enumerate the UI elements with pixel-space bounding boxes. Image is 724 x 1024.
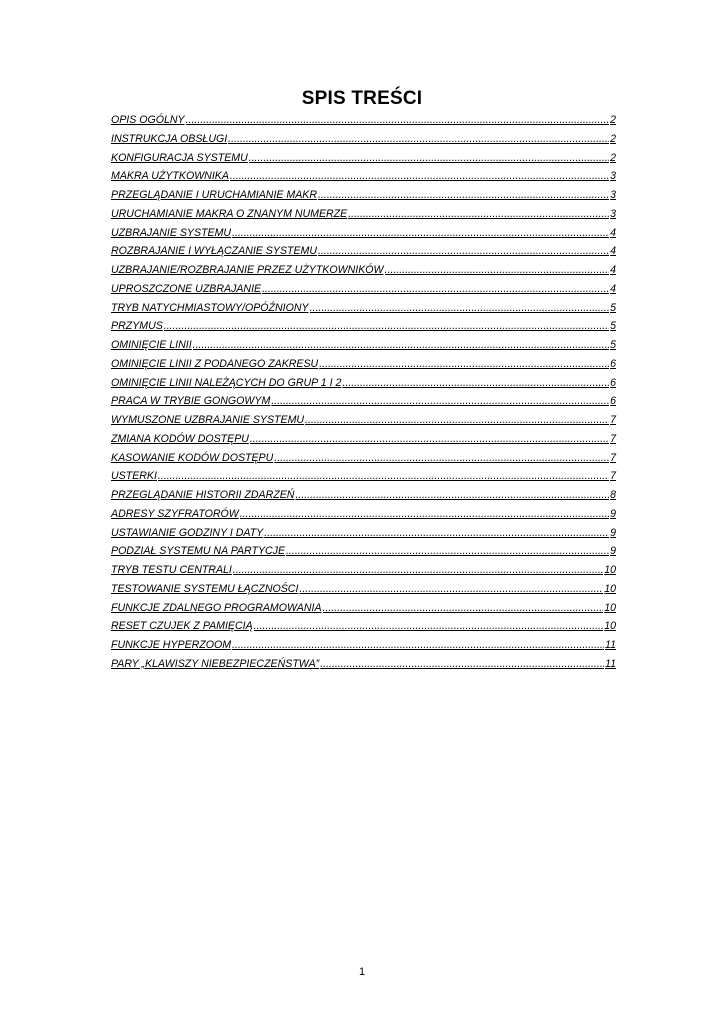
- toc-entry-page: 8: [610, 489, 616, 501]
- toc-dot-leader: [264, 524, 609, 543]
- toc-entry-page: 7: [610, 451, 616, 464]
- toc-dot-leader: [295, 486, 609, 505]
- toc-entry-page: 2: [610, 114, 616, 126]
- toc-entry-label: UZBRAJANIE SYSTEMU: [111, 226, 232, 239]
- toc-entry-label: OMINIĘCIE LINII NALEŻĄCYCH DO GRUP 1 I 2: [111, 376, 342, 389]
- toc-entry[interactable]: [111, 580, 616, 599]
- toc-entry[interactable]: [111, 617, 616, 636]
- toc-entry-label: USTERKI: [111, 470, 157, 483]
- toc-entry-page: 10: [604, 620, 616, 633]
- toc-entry[interactable]: [111, 411, 616, 430]
- toc-entry-label: WYMUSZONE UZBRAJANIE SYSTEMU: [111, 414, 305, 426]
- toc-entry[interactable]: [111, 355, 616, 374]
- toc-entry-label: RESET CZUJEK Z PAMIĘCIĄ: [111, 620, 253, 633]
- toc-dot-leader: [249, 149, 609, 168]
- toc-entry-label: ROZBRAJANIE I WYŁĄCZANIE SYSTEMU: [111, 245, 318, 258]
- toc-entry-label: FUNKCJE HYPERZOOM: [111, 639, 232, 651]
- toc-dot-leader: [320, 655, 604, 674]
- toc-entry-label: USTAWIANIE GODZINY I DATY: [111, 526, 264, 539]
- toc-dot-leader: [310, 299, 610, 318]
- toc-entry[interactable]: [111, 224, 616, 243]
- toc-dot-leader: [274, 449, 609, 468]
- toc-dot-leader: [240, 505, 609, 524]
- toc-entry[interactable]: [111, 167, 616, 186]
- toc-entry-label: UZBRAJANIE/ROZBRAJANIE PRZEZ UŻYTKOWNIKÓW: [111, 264, 384, 276]
- toc-entry[interactable]: [111, 149, 616, 168]
- toc-entry-page: 5: [610, 301, 616, 314]
- toc-entry-page: 10: [604, 564, 616, 576]
- toc-entry-page: 3: [610, 170, 616, 183]
- toc-dot-leader: [318, 186, 609, 205]
- toc-entry[interactable]: [111, 336, 616, 355]
- toc-entry-label: PODZIAŁ SYSTEMU NA PARTYCJE: [111, 545, 286, 558]
- toc-dot-leader: [254, 617, 604, 636]
- toc-entry-label: TRYB TESTU CENTRALI: [111, 564, 232, 576]
- toc-entry-label: TRYB NATYCHMIASTOWY/OPÓŹNIONY: [111, 301, 309, 314]
- toc-entry[interactable]: [111, 636, 616, 655]
- toc-entry-page: 9: [610, 545, 616, 558]
- toc-entry-label: INSTRUKCJA OBSŁUGI: [111, 132, 228, 145]
- toc-entry-page: 11: [605, 657, 616, 670]
- toc-dot-leader: [299, 580, 603, 599]
- toc-entry-label: OMINIĘCIE LINII: [111, 339, 192, 351]
- toc-entry[interactable]: [111, 317, 616, 336]
- toc-dot-leader: [323, 599, 604, 618]
- toc-entry-label: KASOWANIE KODÓW DOSTĘPU: [111, 451, 274, 464]
- toc-dot-leader: [186, 111, 610, 130]
- toc-dot-leader: [286, 542, 609, 561]
- toc-dot-leader: [262, 280, 609, 299]
- toc-entry-page: 4: [610, 282, 616, 295]
- toc-dot-leader: [158, 467, 609, 486]
- table-of-contents: [111, 111, 616, 674]
- toc-entry-page: 2: [610, 132, 616, 145]
- toc-entry[interactable]: [111, 561, 616, 580]
- toc-dot-leader: [193, 336, 609, 355]
- toc-entry-page: 10: [604, 601, 616, 614]
- toc-entry-page: 6: [610, 395, 616, 408]
- toc-dot-leader: [318, 242, 609, 261]
- toc-title: SPIS TREŚCI: [301, 88, 423, 109]
- toc-entry-label: UPROSZCZONE UZBRAJANIE: [111, 282, 262, 295]
- toc-entry[interactable]: [111, 430, 616, 449]
- toc-entry-label: URUCHAMIANIE MAKRA O ZNANYM NUMERZE: [111, 207, 348, 220]
- toc-entry-label: ZMIANA KODÓW DOSTĘPU: [111, 432, 249, 445]
- toc-entry[interactable]: [111, 392, 616, 411]
- toc-entry-page: 7: [610, 414, 616, 426]
- toc-entry[interactable]: [111, 111, 616, 130]
- toc-entry-page: 7: [610, 432, 616, 445]
- toc-entry[interactable]: [111, 449, 616, 468]
- toc-entry-page: 3: [610, 207, 616, 220]
- toc-dot-leader: [305, 411, 609, 430]
- toc-dot-leader: [385, 261, 610, 280]
- toc-entry[interactable]: [111, 524, 616, 543]
- toc-entry[interactable]: [111, 261, 616, 280]
- toc-entry[interactable]: [111, 655, 616, 674]
- toc-entry[interactable]: [111, 205, 616, 224]
- toc-entry-page: 5: [610, 320, 616, 333]
- toc-entry-label: OMINIĘCIE LINII Z PODANEGO ZAKRESU: [111, 357, 319, 370]
- toc-entry[interactable]: [111, 299, 616, 318]
- toc-entry-page: 9: [610, 507, 616, 520]
- toc-dot-leader: [250, 430, 609, 449]
- toc-entry-page: 10: [604, 582, 616, 595]
- toc-entry[interactable]: [111, 242, 616, 261]
- toc-entry[interactable]: [111, 467, 616, 486]
- toc-entry-page: 6: [610, 357, 616, 370]
- toc-dot-leader: [233, 561, 603, 580]
- toc-entry-label: FUNKCJE ZDALNEGO PROGRAMOWANIA: [111, 601, 322, 614]
- toc-entry-label: PRZEGLĄDANIE I URUCHAMIANIE MAKR: [111, 189, 318, 201]
- toc-entry[interactable]: [111, 505, 616, 524]
- toc-entry[interactable]: [111, 542, 616, 561]
- toc-entry[interactable]: [111, 599, 616, 618]
- toc-entry-label: PRZYMUS: [111, 320, 163, 333]
- toc-entry[interactable]: [111, 280, 616, 299]
- toc-dot-leader: [232, 636, 604, 655]
- toc-entry-page: 11: [605, 639, 616, 651]
- toc-entry[interactable]: [111, 374, 616, 393]
- toc-dot-leader: [342, 374, 609, 393]
- toc-entry-label: TESTOWANIE SYSTEMU ŁĄCZNOŚCI: [111, 582, 299, 595]
- toc-dot-leader: [271, 392, 609, 411]
- toc-entry-page: 4: [610, 226, 616, 239]
- toc-dot-leader: [319, 355, 609, 374]
- toc-entry-page: 2: [610, 151, 616, 164]
- toc-entry-label: KONFIGURACJA SYSTEMU: [111, 151, 248, 164]
- toc-entry-label: PRZEGLĄDANIE HISTORII ZDARZEŃ: [111, 489, 295, 501]
- toc-dot-leader: [230, 167, 609, 186]
- toc-entry-label: MAKRA UŻYTKOWNIKA: [111, 170, 229, 183]
- toc-dot-leader: [232, 224, 609, 243]
- toc-entry[interactable]: [111, 130, 616, 149]
- toc-dot-leader: [228, 130, 609, 149]
- toc-entry[interactable]: [111, 486, 616, 505]
- toc-entry-label: PRACA W TRYBIE GONGOWYM: [111, 395, 271, 408]
- toc-entry-page: 7: [610, 470, 616, 483]
- toc-entry-page: 9: [610, 526, 616, 539]
- toc-entry-label: ADRESY SZYFRATORÓW: [111, 507, 239, 520]
- toc-entry-page: 5: [610, 339, 616, 351]
- toc-entry-page: 3: [610, 189, 616, 201]
- toc-dot-leader: [348, 205, 609, 224]
- toc-entry-label: OPIS OGÓLNY: [111, 114, 185, 126]
- toc-entry-page: 4: [610, 245, 616, 258]
- toc-entry-page: 6: [610, 376, 616, 389]
- toc-entry-label: PARY „KLAWISZY NIEBEZPIECZEŃSTWA”: [111, 657, 320, 670]
- toc-dot-leader: [164, 317, 609, 336]
- toc-entry[interactable]: [111, 186, 616, 205]
- page-number: 1: [358, 966, 366, 978]
- toc-entry-page: 4: [610, 264, 616, 276]
